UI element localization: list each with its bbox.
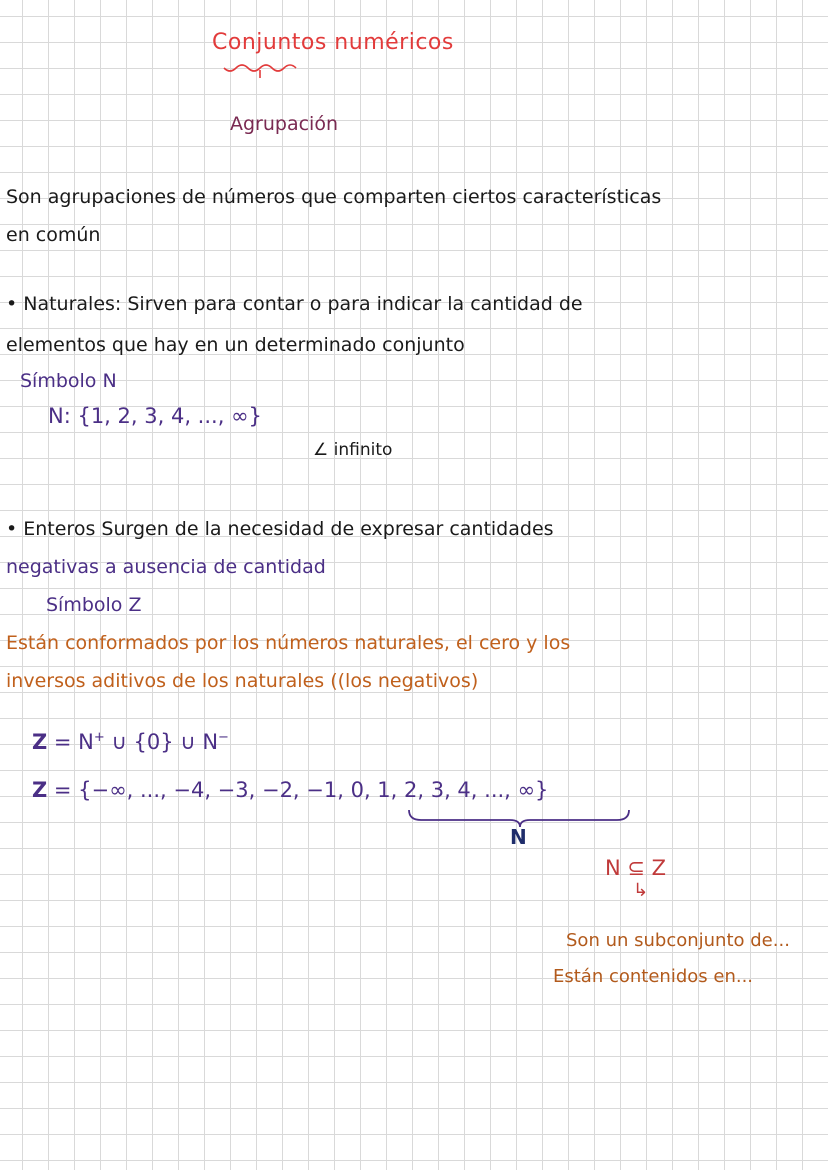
naturales-set: N: {1, 2, 3, 4, ..., ∞}: [48, 404, 262, 428]
subset-note-2: Están contenidos en...: [553, 966, 754, 987]
brace-label: N: [510, 825, 527, 849]
subtitle: Agrupación: [230, 113, 339, 135]
enteros-equation-union: Z = N+ ∪ {0} ∪ N−: [32, 730, 229, 754]
definition-line-2: en común: [6, 224, 101, 246]
page-title: Conjuntos numéricos: [212, 30, 454, 55]
infinity-note: ∠ infinito: [313, 440, 393, 460]
enteros-symbol-label: Símbolo Z: [46, 594, 142, 616]
naturales-symbol-label: Símbolo N: [20, 370, 117, 392]
naturales-heading-line-2: elementos que hay en un determinado conjunto: [6, 334, 465, 356]
subset-note-1: Son un subconjunto de...: [566, 930, 790, 951]
definition-line-1: Son agrupaciones de números que comparten ciertos características: [6, 186, 662, 208]
subset-arrow-icon: ↳: [633, 880, 649, 901]
naturales-heading-line-1: • Naturales: Sirven para contar o para indicar la cantidad de: [6, 293, 583, 315]
title-underline: [222, 60, 302, 80]
enteros-heading-line-1: • Enteros Surgen de la necesidad de expresar cantidades: [6, 518, 554, 540]
subset-relation: N ⊆ Z: [605, 856, 667, 880]
enteros-equation-set: Z = {−∞, ..., −4, −3, −2, −1, 0, 1, 2, 3, 4, ..., ∞}: [32, 778, 549, 802]
enteros-desc-line-1: Están conformados por los números naturales, el cero y los: [6, 632, 571, 654]
enteros-heading-line-2: negativas a ausencia de cantidad: [6, 556, 326, 578]
enteros-desc-line-2: inversos aditivos de los naturales ((los negativos): [6, 670, 479, 692]
